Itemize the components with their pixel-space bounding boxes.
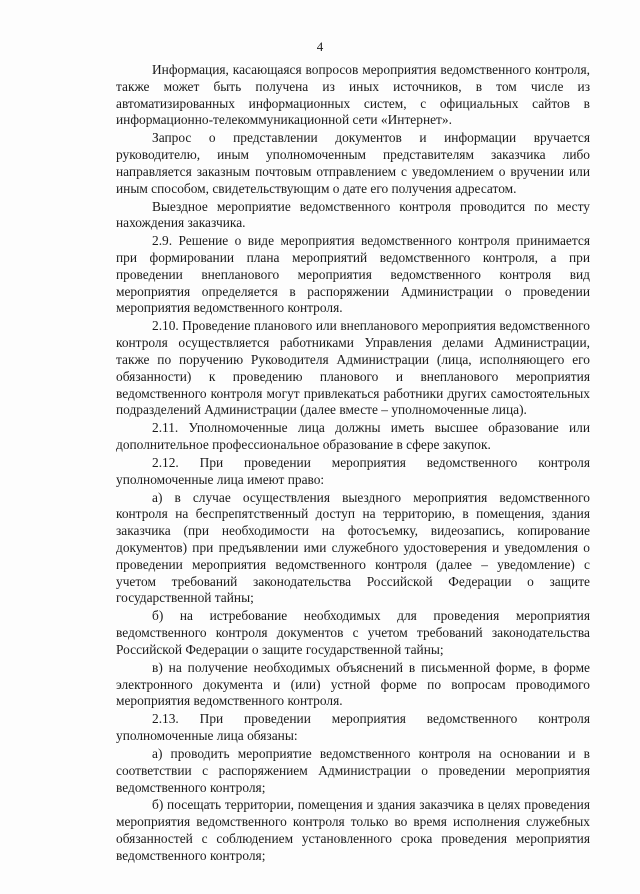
paragraph-onsite-location: Выездное мероприятие ведомственного контроля проводится по месту нахождения заказчика. <box>116 198 590 231</box>
paragraph-2-11: 2.11. Уполномоченные лица должны иметь высшее образование или дополнительное профессиональное образование в сфере закупок. <box>116 420 590 452</box>
paragraph-request-delivery: Запрос о представлении документов и информации вручается руководителю, иным уполномоченным представителям заказчика либо направляется заказным почтовым отправлением с уведомлением о вручении или иным способом, свидетельствующим о дате его получения адресатом. <box>116 130 590 196</box>
paragraph-2-13-b: б) посещать территории, помещения и здания заказчика в целях проведения мероприятия ведомственного контроля только во время исполнения служебных обязанностей с соблюдением установленного срока проведения мероприятия ведомственного контроля; <box>116 797 590 863</box>
paragraph-2-9: 2.9. Решение о виде мероприятия ведомственного контроля принимается при формировании плана мероприятий ведомственного контроля, а при проведении внепланового мероприятия ведомственного контроля вид мероприятия определяется в распоряжении Администрации о проведении мероприятия ведомственного контроля. <box>116 233 590 316</box>
paragraph-2-12-v: в) на получение необходимых объяснений в письменной форме, в форме электронного документа и (или) устной форме по вопросам проводимого мероприятия ведомственного контроля. <box>116 659 590 709</box>
page-number: 4 <box>316 39 324 54</box>
paragraph-2-12-a: а) в случае осуществления выездного мероприятия ведомственного контроля на беспрепятственный доступ на территорию, в помещения, здания заказчика (при необходимости на фотосъемку, видеозапись, копирование документов) при предъявлении ими служебного удостоверения и уведомления о проведении мероприятия ведомственного контроля (далее – уведомление) с учетом требований законодательства Российской Федерации о защите государственной тайны; <box>116 489 590 606</box>
paragraph-2-13-a: а) проводить мероприятие ведомственного контроля на основании и в соответствии с распоряжением Администрации о проведении мероприятия ведомственного контроля; <box>116 745 590 795</box>
paragraph-2-10: 2.10. Проведение планового или внепланового мероприятия ведомственного контроля осуществляется работниками Управления делами Администрации, также по поручению Руководителя Администрации (лица, исполняющего его обязанности) к проведению планового и внепланового мероприятия ведомственного контроля могут привлекаться работники других самостоятельных подразделений Администрации (далее вместе – уполномоченные лица). <box>116 318 590 418</box>
document-body <box>116 62 590 866</box>
paragraph-2-12-b: б) на истребование необходимых для проведения мероприятия ведомственного контроля документов с учетом требований законодательства Российской Федерации о защите государственной тайны; <box>116 608 590 657</box>
paragraph-information-sources: Информация, касающаяся вопросов мероприятия ведомственного контроля, также может быть получена из иных источников, в том числе из автоматизированных информационных систем, с официальных сайтов в информационно-телекоммуникационной сети «Интернет». <box>116 62 590 128</box>
paragraph-2-13: 2.13. При проведении мероприятия ведомственного контроля уполномоченные лица обязаны: <box>116 711 590 744</box>
paragraph-2-12: 2.12. При проведении мероприятия ведомственного контроля уполномоченные лица имеют право: <box>116 454 590 487</box>
